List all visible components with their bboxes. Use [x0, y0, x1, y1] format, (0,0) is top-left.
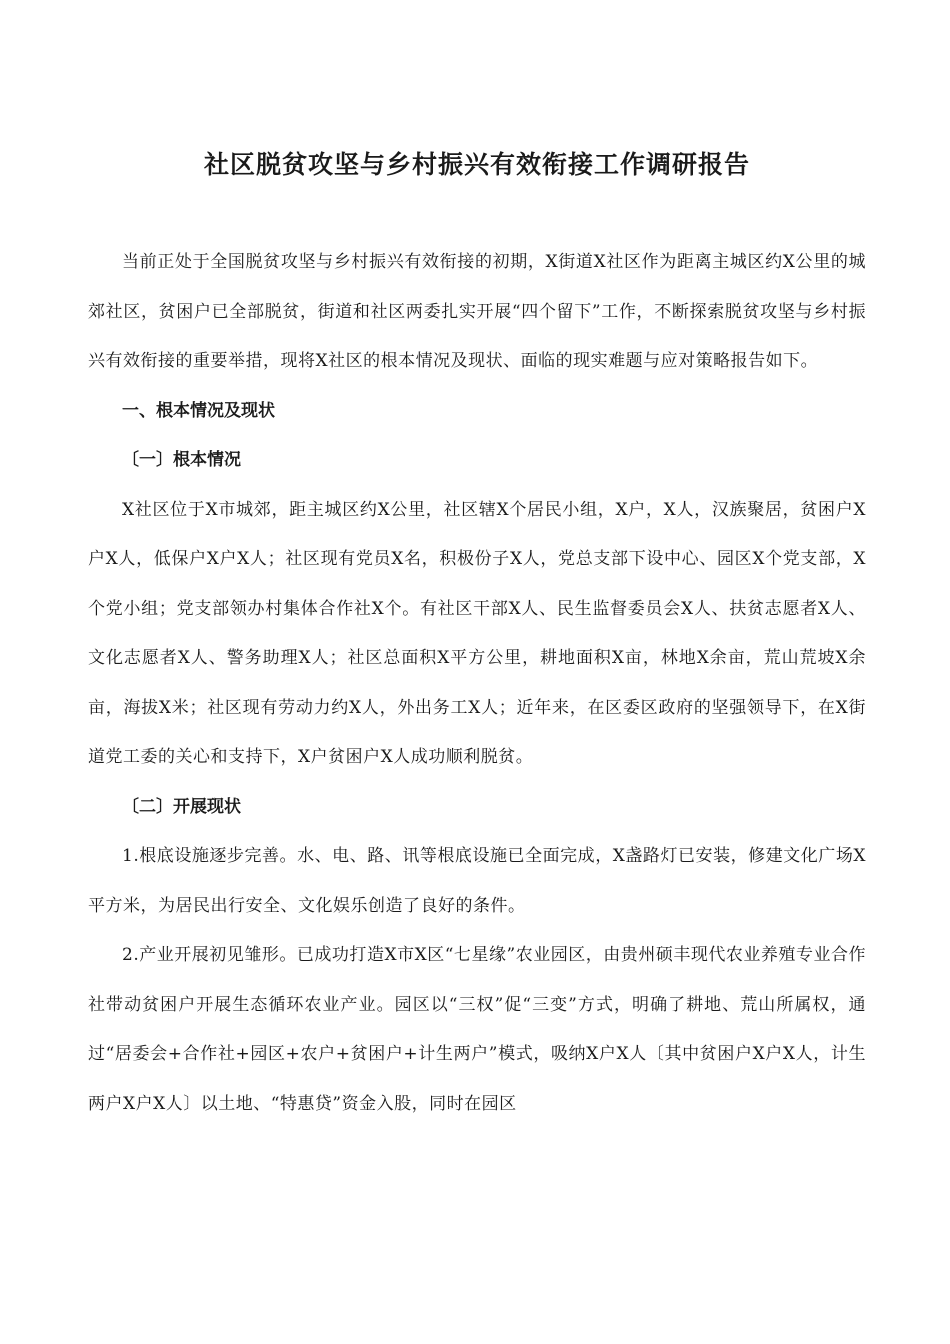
- status-item-2-paragraph: 2.产业开展初见雏形。已成功打造X市X区“七星缘”农业园区，由贵州硕丰现代农业养殖专业合作社带动贫困户开展生态循环农业产业。园区以“三权”促“三变”方式，明确了耕地、荒山所属权，通过“居委会+合作社+园区+农户+贫困户+计生两户”模式，吸纳X户X人〔其中贫困户X户X人，计生两户X户X人〕以土地、“特惠贷”资金入股，同时在园区: [88, 945, 866, 1114]
- subsection-heading-status: 〔二〕开展现状: [122, 796, 241, 817]
- basic-situation-paragraph: X社区位于X市城郊，距主城区约X公里，社区辖X个居民小组，X户，X人，汉族聚居，贫困户X户X人，低保户X户X人；社区现有党员X名，积极份子X人，党总支部下设中心、园区X个党支部，X个党小组；党支部领办村集体合作社X个。有社区干部X人、民生监督委员会X人、扶贫志愿者X人、文化志愿者X人、警务助理X人；社区总面积X平方公里，耕地面积X亩，林地X余亩，荒山荒坡X余亩，海拔X米；社区现有劳动力约X人，外出务工X人；近年来，在区委区政府的坚强领导下，在X街道党工委的关心和支持下，X户贫困户X人成功顺利脱贫。: [88, 499, 866, 767]
- document-title: 社区脱贫攻坚与乡村振兴有效衔接工作调研报告: [203, 150, 750, 179]
- status-item-1-paragraph: 1.根底设施逐步完善。水、电、路、讯等根底设施已全面完成，X盏路灯已安装，修建文化广场X平方米，为居民出行安全、文化娱乐创造了良好的条件。: [88, 846, 866, 916]
- section-heading-1: 一、根本情况及现状: [122, 400, 275, 421]
- subsection-heading-basic: 〔一〕根本情况: [122, 450, 241, 470]
- intro-paragraph: 当前正处于全国脱贫攻坚与乡村振兴有效衔接的初期，X街道X社区作为距离主城区约X公里的城郊社区，贫困户已全部脱贫，街道和社区两委扎实开展“四个留下”工作，不断探索脱贫攻坚与乡村振兴有效衔接的重要举措，现将X社区的根本情况及现状、面临的现实难题与应对策略报告如下。: [88, 252, 866, 371]
- document-page: [88, 150, 866, 1129]
